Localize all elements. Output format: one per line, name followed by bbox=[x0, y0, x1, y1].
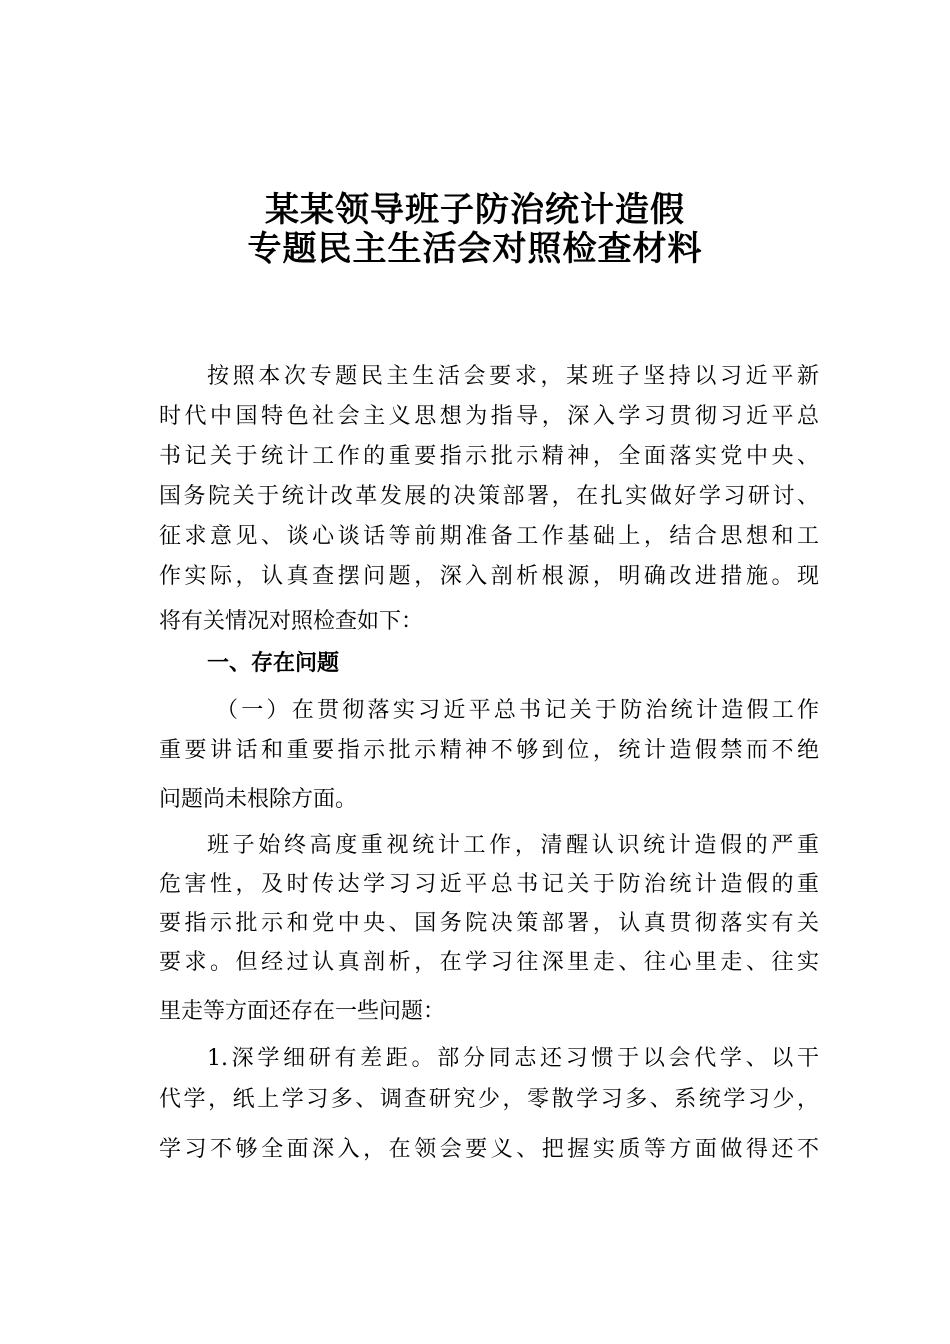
text-line: 问题尚未根除方面。 bbox=[159, 787, 358, 812]
text-line: 重要讲话和重要指示批示精神不够到位，统计造假禁而不绝 bbox=[159, 738, 819, 763]
document-title-line-2: 专题民主生活会对照检查材料 bbox=[247, 229, 703, 269]
text-line: 国务院关于统计改革发展的决策部署，在扎实做好学习研讨、 bbox=[159, 484, 819, 509]
text-line: 危害性，及时传达学习习近平总书记关于防治统计造假的重 bbox=[159, 872, 819, 897]
section-heading: 一、存在问题 bbox=[207, 651, 340, 676]
text-line: 征求意见、谈心谈话等前期准备工作基础上，结合思想和工 bbox=[159, 524, 819, 549]
text-line: 将有关情况对照检查如下： bbox=[159, 609, 424, 634]
text-line: 书记关于统计工作的重要指示批示精神，全面落实党中央、 bbox=[159, 444, 819, 469]
text-line: 作实际，认真查摆问题，深入剖析根源，明确改进措施。现 bbox=[159, 564, 819, 589]
text-line: 时代中国特色社会主义思想为指导，深入学习贯彻习近平总 bbox=[159, 404, 819, 429]
document-title-line-1: 某某领导班子防治统计造假 bbox=[265, 190, 685, 230]
text-line: 学习不够全面深入，在领会要义、把握实质等方面做得还不 bbox=[159, 1137, 819, 1162]
text-line: 里走等方面还存在一些问题： bbox=[159, 999, 446, 1024]
text-line: （一）在贯彻落实习近平总书记关于防治统计造假工作 bbox=[216, 698, 819, 723]
text-line: 代学，纸上学习多、调查研究少，零散学习多、系统学习少， bbox=[159, 1087, 819, 1112]
text-line: 按照本次专题民主生活会要求，某班子坚持以习近平新 bbox=[207, 364, 819, 389]
text-line: 要求。但经过认真剖析，在学习往深里走、往心里走、往实 bbox=[159, 950, 819, 975]
text-line: 要指示批示和党中央、国务院决策部署，认真贯彻落实有关 bbox=[159, 911, 819, 936]
text-line: 1.深学细研有差距。部分同志还习惯于以会代学、以干 bbox=[207, 1046, 819, 1071]
text-line: 班子始终高度重视统计工作，清醒认识统计造假的严重 bbox=[207, 833, 819, 858]
